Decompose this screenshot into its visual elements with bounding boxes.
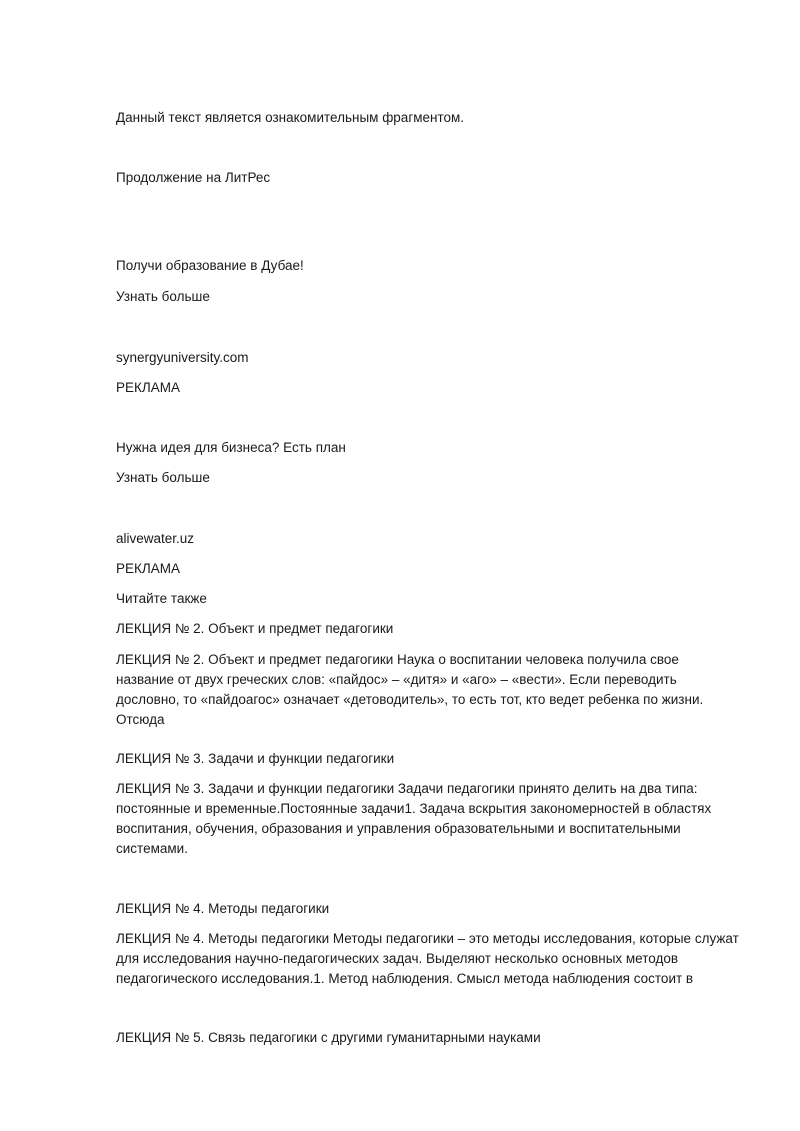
read-also-item-2-excerpt: ЛЕКЦИЯ № 2. Объект и предмет педагогики Наука о воспитании человека получила свое название от двух греческих слов: «пайдос» – «дитя» и «аго» – «вести». Если переводить дословно, то «пайдоагос» означает «детоводитель», то есть тот, кто ведет ребенка по жизни. Отсюда [116, 652, 704, 727]
read-also-item-3-excerpt: ЛЕКЦИЯ № 3. Задачи и функции педагогики Задачи педагогики принято делить на два типа: постоянные и временные.Постоянные задачи1. Задача вскрытия закономерностей в областях воспитания, обучения, образования и управления образовательными и воспитательными системами. [116, 781, 712, 856]
ad-2-label: РЕКЛАМА [116, 561, 180, 576]
read-also-item-4-excerpt: ЛЕКЦИЯ № 4. Методы педагогики Методы педагогики – это методы исследования, которые служат для исследования научно-педагогических задач. Выделяют несколько основных методов педагогического исследования.1. Метод наблюдения. Смысл метода наблюдения состоит в [116, 931, 739, 986]
fragment-notice: Данный текст является ознакомительным фрагментом. [116, 110, 465, 125]
continue-litres-link[interactable]: Продолжение на ЛитРес [116, 170, 271, 185]
ad-2-cta-link[interactable]: Узнать больше [116, 470, 210, 485]
read-also-item-4-title[interactable]: ЛЕКЦИЯ № 4. Методы педагогики [116, 901, 330, 916]
read-also-item-2-title[interactable]: ЛЕКЦИЯ № 2. Объект и предмет педагогики [116, 621, 394, 636]
ad-2-headline[interactable]: Нужна идея для бизнеса? Есть план [116, 440, 346, 455]
read-also-heading: Читайте также [116, 591, 207, 606]
ad-2-domain[interactable]: alivewater.uz [116, 531, 195, 546]
read-also-item-3-title[interactable]: ЛЕКЦИЯ № 3. Задачи и функции педагогики [116, 751, 395, 766]
ad-1-cta-link[interactable]: Узнать больше [116, 289, 210, 304]
ad-1-domain[interactable]: synergyuniversity.com [116, 350, 249, 365]
ad-1-headline[interactable]: Получи образование в Дубае! [116, 258, 304, 273]
read-also-item-5-title[interactable]: ЛЕКЦИЯ № 5. Связь педагогики с другими гуманитарными науками [116, 1030, 541, 1045]
ad-1-label: РЕКЛАМА [116, 380, 180, 395]
